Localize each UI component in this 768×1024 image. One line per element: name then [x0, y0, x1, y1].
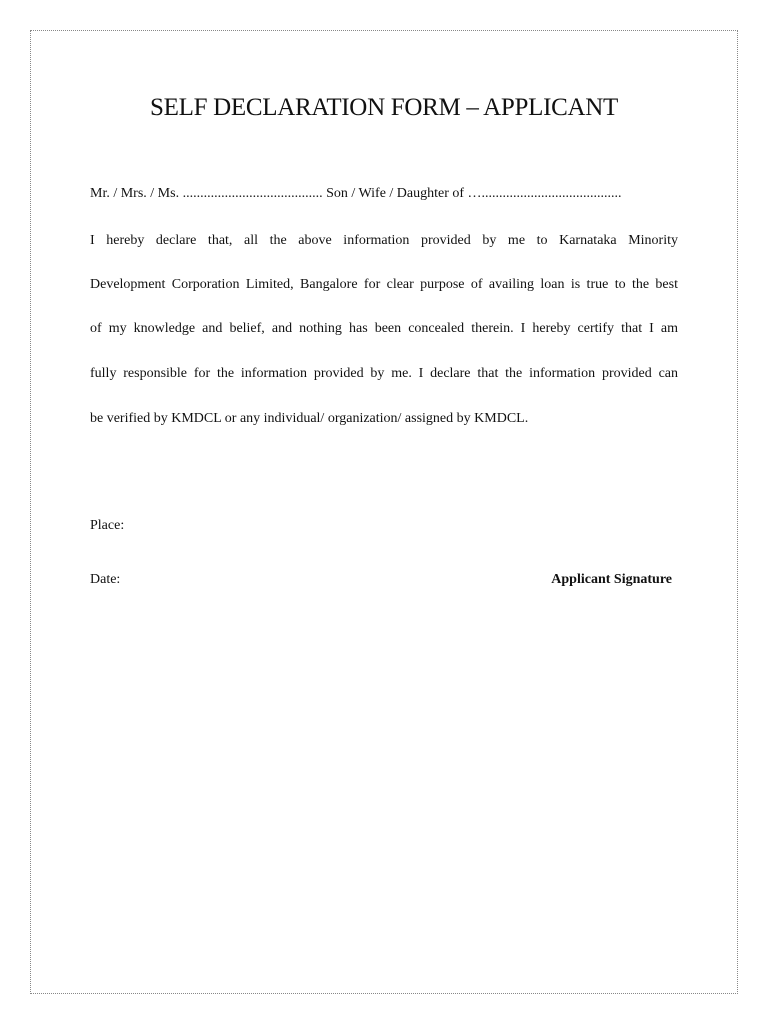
declaration-line-3: of my knowledge and belief, and nothing has been concealed therein. I hereby certify that I am: [90, 321, 678, 336]
declaration-line-4: fully responsible for the information provided by me. I declare that the information provided can: [90, 366, 678, 381]
declaration-line-1: I hereby declare that, all the above information provided by me to Karnataka Minority: [90, 233, 678, 248]
page-title: SELF DECLARATION FORM – APPLICANT: [150, 94, 618, 121]
applicant-signature-label: Applicant Signature: [551, 572, 672, 587]
declaration-line-2: Development Corporation Limited, Bangalore for clear purpose of availing loan is true to the best: [90, 277, 678, 292]
declaration-line-5: be verified by KMDCL or any individual/ organization/ assigned by KMDCL.: [90, 411, 529, 426]
date-label: Date:: [90, 572, 121, 587]
applicant-name-line: Mr. / Mrs. / Ms. ........................................ Son / Wife / Daughter of …........................................: [90, 186, 622, 201]
document-page: [30, 30, 738, 994]
place-label: Place:: [90, 518, 125, 533]
